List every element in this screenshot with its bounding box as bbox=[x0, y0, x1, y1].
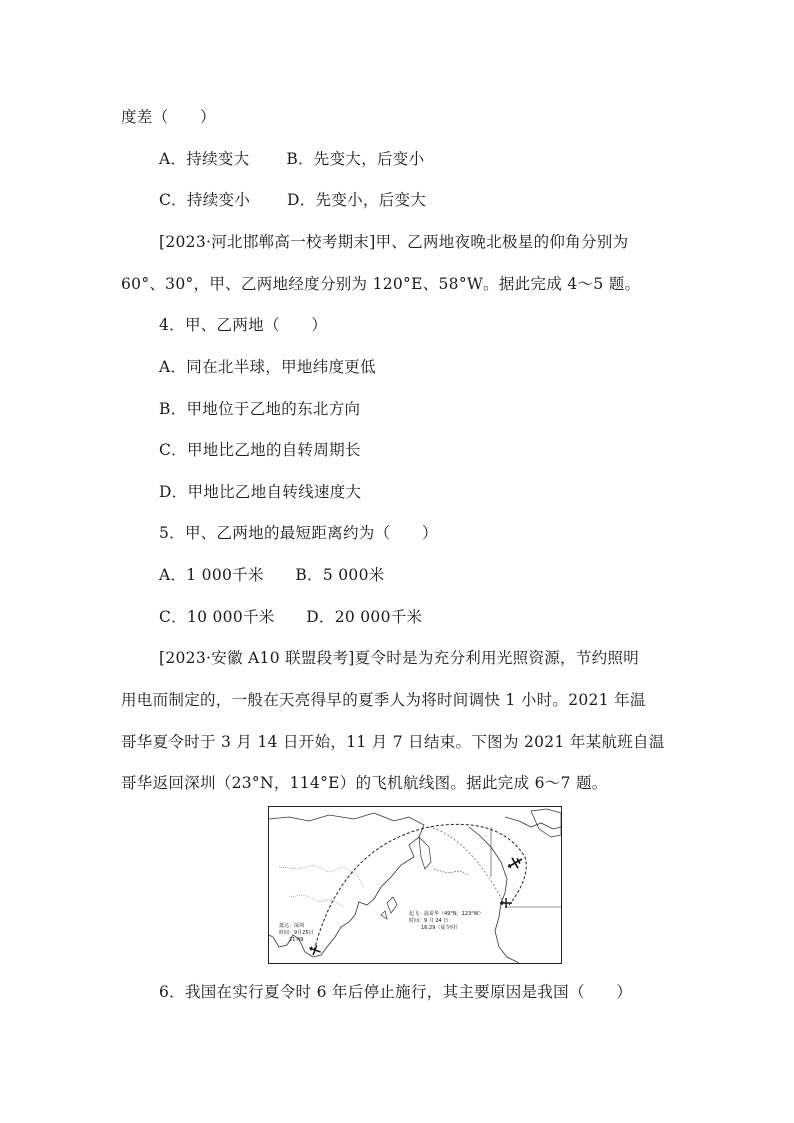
option-line: C．10 000千米 D．20 000千米 bbox=[159, 608, 423, 626]
question-context: 哥华夏令时于 3 月 14 日开始，11 月 7 日结束。下图为 2021 年某航班自温 bbox=[121, 733, 665, 751]
country-border bbox=[279, 865, 364, 887]
option-line: C．持续变小 D．先变小，后变大 bbox=[159, 191, 427, 209]
option-line: D．甲地比乙地自转线速度大 bbox=[159, 483, 362, 501]
question-stem: 5．甲、乙两地的最短距离约为（ ） bbox=[159, 524, 438, 542]
north-america-coastline bbox=[469, 817, 561, 963]
option-line: B．甲地位于乙地的东北方向 bbox=[159, 400, 361, 418]
text-line: 度差（ ） bbox=[121, 108, 216, 126]
flight-route-map bbox=[268, 806, 562, 964]
question-context: 哥华返回深圳（23°N，114°E）的飞机航线图。据此完成 6～7 题。 bbox=[121, 774, 608, 792]
question-context: 60°、30°，甲、乙两地经度分别为 120°E、58°W。据此完成 4～5 题。 bbox=[121, 275, 641, 293]
arrival-label: 抵达：深圳 bbox=[279, 923, 305, 929]
airplane-icon bbox=[505, 854, 525, 872]
greenland bbox=[531, 809, 561, 837]
question-stem: 4．甲、乙两地（ ） bbox=[159, 316, 328, 334]
question-context: 用电而制定的，一般在天亮得早的夏季人为将时间调快 1 小时。2021 年温 bbox=[121, 691, 646, 709]
departure-time: 时间：9 月 24 日 bbox=[409, 918, 449, 924]
aleutian-islands bbox=[434, 869, 469, 875]
departure-clock: 16:29（夏令时） bbox=[421, 925, 461, 931]
arrival-clock: 21:49 bbox=[289, 937, 304, 943]
country-border bbox=[289, 895, 344, 907]
option-line: A．持续变大 B．先变大，后变小 bbox=[159, 150, 425, 168]
option-line: C．甲地比乙地的自转周期长 bbox=[159, 441, 361, 459]
flight-route-branch bbox=[429, 827, 505, 905]
departure-label: 起飞：温哥华（49°N，123°W） bbox=[409, 911, 484, 917]
japan-islands bbox=[381, 897, 397, 919]
map-drawing bbox=[269, 807, 561, 963]
question-context: [2023·安徽 A10 联盟段考]夏令时是为充分利用光照资源，节约照明 bbox=[159, 649, 640, 667]
option-line: A．同在北半球，甲地纬度更低 bbox=[159, 358, 376, 376]
question-context: [2023·河北邯郸高一校考期末]甲、乙两地夜晚北极星的仰角分别为 bbox=[159, 233, 629, 251]
kamchatka bbox=[419, 837, 431, 869]
option-line: A．1 000千米 B．5 000米 bbox=[159, 566, 385, 584]
question-stem: 6．我国在实行夏令时 6 年后停止施行，其主要原因是我国（ ） bbox=[159, 983, 633, 1001]
arrival-date: 时间：9月25日 bbox=[279, 930, 314, 936]
